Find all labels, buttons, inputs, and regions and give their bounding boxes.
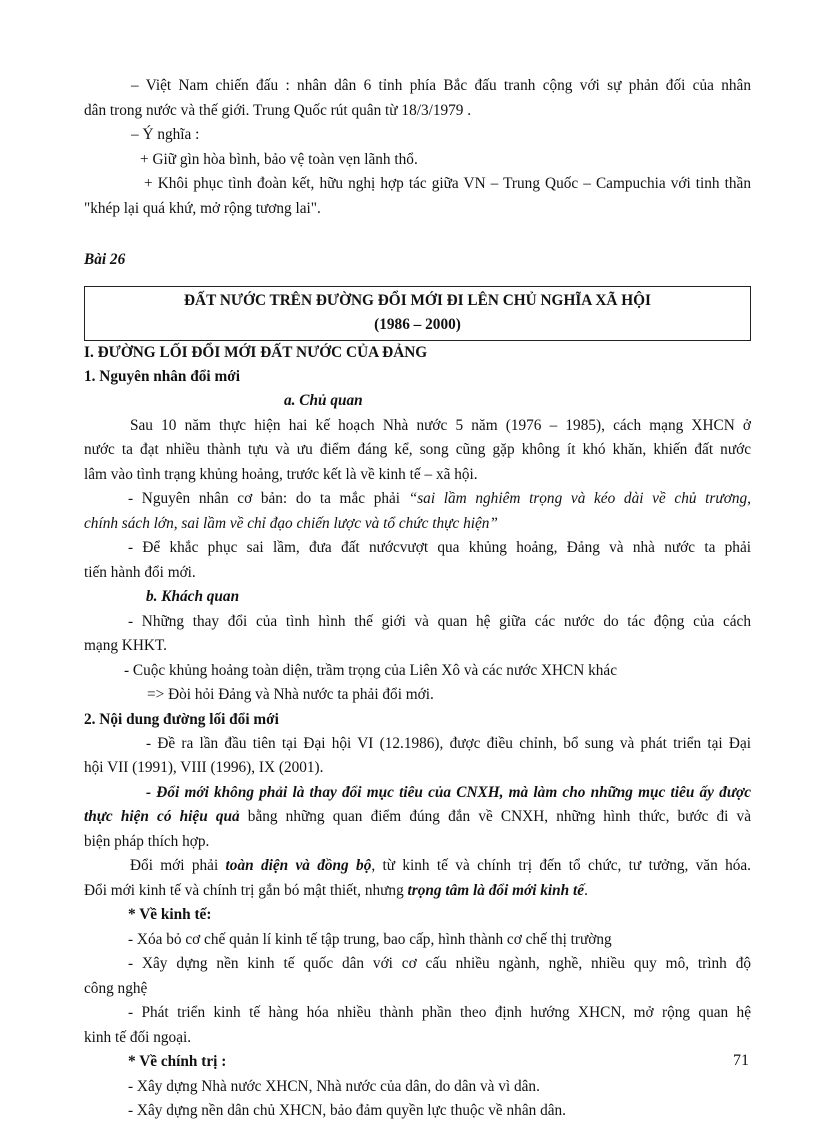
paragraph: => Đòi hỏi Đảng và Nhà nước ta phải đổi mới.	[147, 686, 434, 704]
subsection-heading: 2. Nội dung đường lối đổi mới	[84, 710, 279, 728]
text-run: Đổi mới kinh tế và chính trị gắn bó mật thiết, nhưng	[84, 881, 408, 899]
emphasis-text: - Đổi mới không phải là thay đổi mục tiêu của CNXH, mà làm cho những mục tiêu ấy được	[146, 783, 751, 801]
paragraph: biện pháp thích hợp.	[84, 832, 210, 850]
quote-text: chính sách lớn, sai lầm về chỉ đạo chiến lược và tổ chức thực hiện”	[84, 514, 498, 532]
topic-label: * Về kinh tế:	[128, 906, 212, 924]
paragraph: - Đề ra lần đầu tiên tại Đại hội VI (12.1986), được điều chỉnh, bổ sung và phát triển tại Đại	[146, 734, 751, 752]
topic-label: * Về chính trị :	[128, 1053, 227, 1071]
quote-text: “sai lầm nghiêm trọng và kéo dài về chủ trương,	[408, 490, 751, 508]
emphasis-text: trọng tâm là đổi mới kinh tế	[407, 881, 585, 899]
paragraph: - Để khắc phục sai lầm, đưa đất nướcvượt qua khủng hoảng, Đảng và nhà nước ta phải	[128, 539, 751, 557]
paragraph: kinh tế đối ngoại.	[84, 1028, 192, 1046]
paragraph: - Xây dựng nền kinh tế quốc dân với cơ cấu nhiều ngành, nghề, nhiều quy mô, trình độ	[128, 955, 751, 973]
text-run: , từ kinh tế và chính trị đến tổ chức, tư tưởng, văn hóa.	[371, 857, 751, 875]
paragraph: - Phát triển kinh tế hàng hóa nhiều thành phần theo định hướng XHCN, mở rộng quan hệ	[128, 1004, 751, 1022]
lesson-title-box	[84, 286, 751, 341]
paragraph: lâm vào tình trạng khủng hoảng, trước kết là về kinh tế – xã hội.	[84, 465, 478, 483]
text-run: Đổi mới phải	[130, 857, 226, 875]
text-run: bằng những quan điểm đúng đắn về CNXH, những hình thức, bước đi và	[239, 808, 751, 826]
subsection-heading: a. Chủ quan	[284, 392, 363, 410]
subsection-heading: 1. Nguyên nhân đổi mới	[84, 368, 240, 386]
paragraph	[84, 879, 751, 904]
paragraph: dân trong nước và thế giới. Trung Quốc rút quân từ 18/3/1979 .	[84, 101, 472, 119]
paragraph: tiến hành đổi mới.	[84, 563, 196, 581]
paragraph	[84, 854, 751, 879]
page-number: 71	[733, 1052, 749, 1069]
paragraph: nước ta đạt nhiều thành tựu và ưu điểm đáng kể, song cũng gặp không ít khó khăn, khiến đất nước	[84, 441, 751, 459]
paragraph: - Xây dựng Nhà nước XHCN, Nhà nước của dân, do dân và vì dân.	[128, 1077, 540, 1095]
paragraph: "khép lại quá khứ, mở rộng tương lai".	[84, 199, 321, 217]
section-heading: I. ĐƯỜNG LỐI ĐỔI MỚI ĐẤT NƯỚC CỦA ĐẢNG	[84, 344, 428, 362]
paragraph: Sau 10 năm thực hiện hai kế hoạch Nhà nước 5 năm (1976 – 1985), cách mạng XHCN ở	[130, 416, 751, 434]
emphasis-text: thực hiện có hiệu quả	[84, 808, 240, 826]
paragraph: hội VII (1991), VIII (1996), IX (2001).	[84, 759, 324, 777]
paragraph: + Giữ gìn hòa bình, bảo vệ toàn vẹn lãnh thổ.	[140, 150, 418, 168]
paragraph: - Những thay đổi của tình hình thế giới và quan hệ giữa các nước do tác động của cách	[128, 612, 751, 630]
document-page	[84, 74, 751, 1124]
text-run: - Nguyên nhân cơ bản: do ta mắc phải	[128, 490, 409, 508]
paragraph: mạng KHKT.	[84, 637, 167, 655]
lesson-period: (1986 – 2000)	[374, 316, 461, 334]
paragraph	[84, 805, 751, 830]
paragraph: – Ý nghĩa :	[131, 126, 200, 143]
paragraph: - Xây dựng nền dân chủ XHCN, bảo đảm quyền lực thuộc về nhân dân.	[128, 1102, 566, 1120]
lesson-label: Bài 26	[84, 251, 126, 268]
paragraph: + Khôi phục tình đoàn kết, hữu nghị hợp tác giữa VN – Trung Quốc – Campuchia với tinh thần	[144, 175, 751, 192]
emphasis-text: toàn diện và đồng bộ	[225, 857, 372, 875]
paragraph: - Xóa bỏ cơ chế quản lí kinh tế tập trung, bao cấp, hình thành cơ chế thị trường	[128, 930, 612, 948]
text-run: .	[584, 881, 588, 899]
paragraph: - Cuộc khủng hoảng toàn diện, trầm trọng của Liên Xô và các nước XHCN khác	[124, 661, 617, 679]
paragraph: – Việt Nam chiến đấu : nhân dân 6 tỉnh phía Bắc đấu tranh cộng với sự phản đối của nhân	[131, 77, 751, 94]
lesson-title: ĐẤT NƯỚC TRÊN ĐƯỜNG ĐỔI MỚI ĐI LÊN CHỦ NGHĨA XÃ HỘI	[183, 292, 652, 310]
paragraph: công nghệ	[84, 979, 148, 997]
subsection-heading: b. Khách quan	[146, 588, 240, 606]
paragraph	[84, 487, 751, 512]
